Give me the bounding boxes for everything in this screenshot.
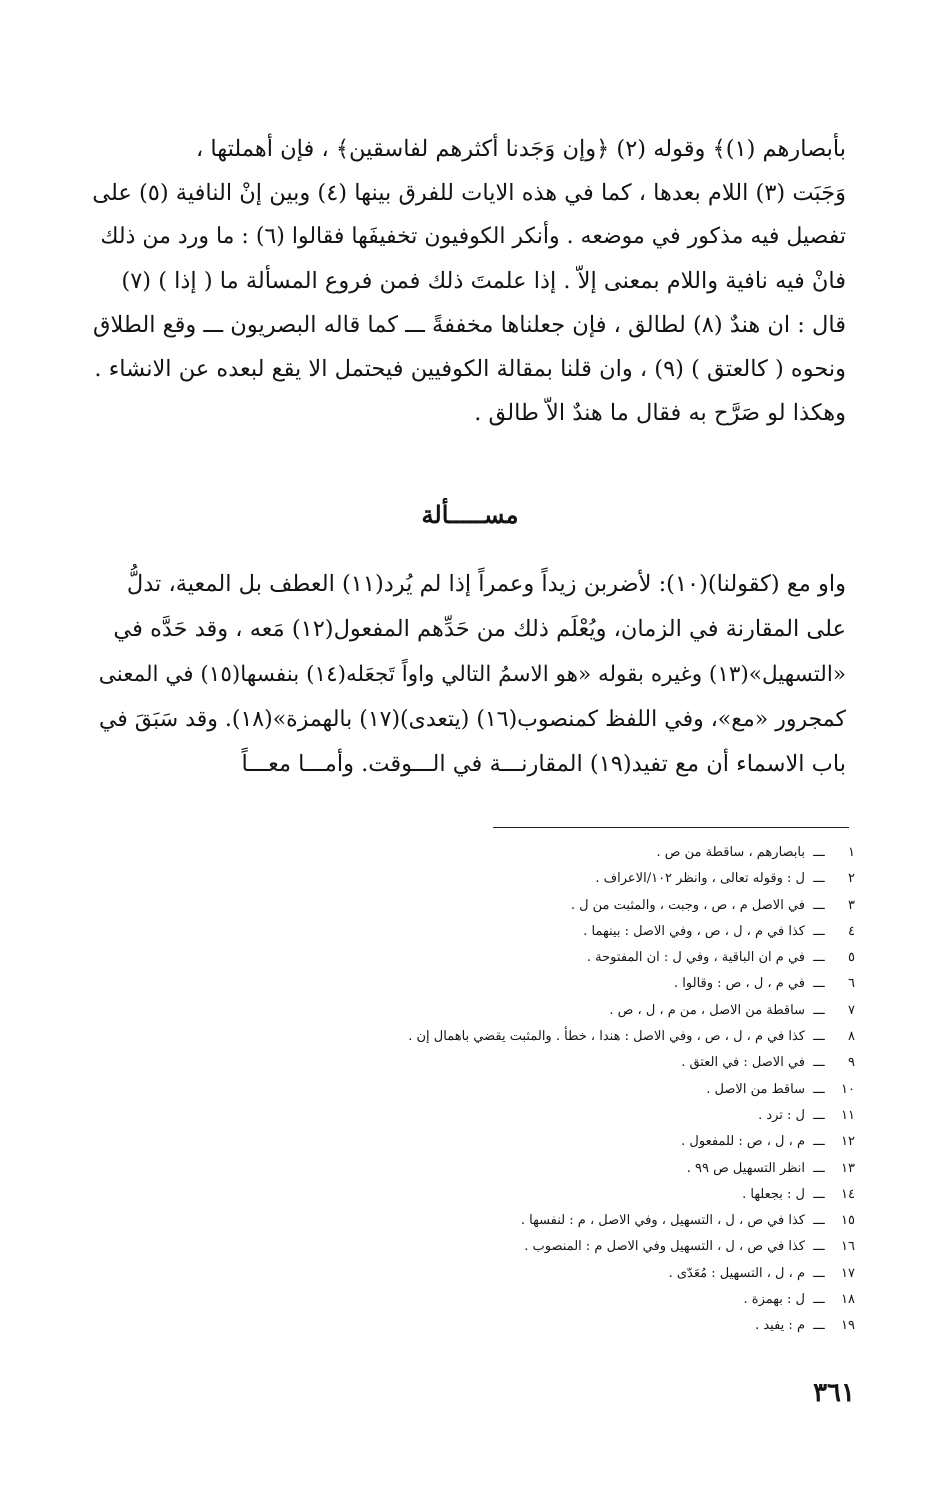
footnote-divider (493, 827, 849, 828)
footnote-text: انظر التسهيل ص ٩٩ . (686, 1160, 805, 1176)
text-line: باب الاسماء أن مع تفيد(١٩) المقارنـــة في الـــوقت. وأمـــا معـــاً (241, 751, 846, 777)
footnote-number: ٨ (848, 1029, 855, 1045)
footnote: ١ـــبابصارهم ، ساقطة من ص . (295, 840, 855, 866)
footnote: ١٠ـــساقط من الاصل . (295, 1077, 855, 1103)
footnote: ١٢ـــم ، ل ، ص : للمفعول . (295, 1129, 855, 1155)
footnote-number: ٦ (848, 976, 855, 992)
section-heading: مســـــألة (421, 500, 519, 529)
footnote-text: ل : وقوله تعالى ، وانظر ١٠٢/الاعراف . (595, 871, 805, 887)
footnote-text: ل : بهمزة . (743, 1292, 805, 1308)
text-line: وَجَبَت (٣) اللام بعدها ، كما في هذه الايات للفرق بينها (٤) وبين إنْ النافية (٥) على (92, 180, 846, 206)
footnote-number: ٥ (848, 950, 855, 966)
footnote-number: ٣ (848, 897, 855, 913)
text-line: تفصيل فيه مذكور في موضعه . وأنكر الكوفيون تخفيفَها فقالوا (٦) : ما ورد من ذلك (100, 224, 846, 249)
footnote: ١٦ـــكذا في ص ، ل ، التسهيل وفي الاصل م : المنصوب . (295, 1234, 855, 1260)
footnote-number: ١٧ (841, 1265, 855, 1281)
text-line: فانْ فيه نافية واللام بمعنى إلاّ . إذا علمتَ ذلك فمن فروع المسألة ما ( إذا ) (٧) (121, 268, 846, 294)
footnote-text: م ، ل ، ص : للمفعول . (681, 1134, 805, 1150)
footnote-number: ١٣ (841, 1160, 855, 1176)
footnote: ٤ـــكذا في م ، ل ، ص ، وفي الاصل : بينهما . (295, 919, 855, 945)
footnote-number: ١١ (841, 1107, 855, 1123)
footnote-number: ١٨ (841, 1292, 855, 1308)
body-paragraph-1 (86, 127, 846, 435)
footnote-number: ١٢ (841, 1134, 855, 1150)
text-line: قال : ان هندٌ (٨) لطالق ، فإن جعلناها مخففةً ـــ كما قاله البصريون ـــ وقع الطلاق (93, 312, 846, 338)
footnote-number: ١٠ (841, 1081, 855, 1097)
footnote: ١٨ـــل : بهمزة . (295, 1287, 855, 1313)
footnote-number: ٩ (848, 1055, 855, 1071)
footnote: ١٩ـــم : يفيد . (295, 1313, 855, 1339)
footnote-text: كذا في ص ، ل ، التسهيل ، وفي الاصل ، م : لنفسها . (520, 1213, 805, 1229)
footnotes (295, 840, 855, 1340)
text-line: كمجرور «مع»، وفي اللفظ كمنصوب(١٦) (يتعدى)(١٧) بالهمزة»(١٨). وقد سَبَقَ في (98, 707, 846, 732)
footnote-text: بابصارهم ، ساقطة من ص . (656, 845, 805, 860)
footnote-text: ل : ترد . (758, 1107, 805, 1123)
footnote-text: ساقط من الاصل . (706, 1081, 805, 1097)
text-line: وهكذا لو صَرَّح به فقال ما هندٌ الاّ طالق . (474, 400, 846, 426)
footnote: ٦ـــفي م ، ل ، ص : وقالوا . (295, 971, 855, 997)
footnote-number: ١٥ (841, 1213, 855, 1229)
footnote-number: ١٩ (841, 1318, 855, 1334)
footnote: ٢ـــل : وقوله تعالى ، وانظر ١٠٢/الاعراف . (295, 866, 855, 892)
footnote-number: ١ (848, 845, 855, 860)
footnote-number: ٤ (848, 923, 855, 939)
footnote-text: في م ان الباقية ، وفي ل : ان المفتوحة . (586, 950, 805, 966)
text-line: بأبصارهم (١)﴾ وقوله (٢) ﴿وإن وَجَدنا أكثرهم لفاسقين﴾ ، فإن أهملتها ، (196, 136, 846, 162)
body-paragraph-2 (86, 562, 846, 787)
footnote-text: م ، ل ، التسهيل : مُعَدّى . (668, 1265, 805, 1281)
text-line: على المقارنة في الزمان، ويُعْلَم ذلك من حَدِّهم المفعول(١٢) مَعه ، وقد حَدَّه في (113, 616, 846, 642)
footnote-number: ٢ (848, 871, 855, 887)
footnote: ٣ـــفي الاصل م ، ص ، وجبت ، والمثبت من ل . (295, 893, 855, 919)
text-line: ونحوه ( كالعتق ) (٩) ، وان قلنا بمقالة الكوفيين فيحتمل الا يقع لبعده عن الانشاء . (94, 356, 846, 382)
footnote: ١٤ـــل : بجعلها . (295, 1182, 855, 1208)
footnote: ١١ـــل : ترد . (295, 1103, 855, 1129)
text-line: واو مع (كقولنا)(١٠): لأضربن زيداً وعمراً إذا لم يُرد(١١) العطف بل المعية، تدلُّ (126, 571, 846, 597)
footnote-text: ل : بجعلها . (742, 1186, 805, 1202)
footnote: ١٥ـــكذا في ص ، ل ، التسهيل ، وفي الاصل ، م : لنفسها . (295, 1208, 855, 1234)
footnote-text: في الاصل م ، ص ، وجبت ، والمثبت من ل . (570, 897, 805, 913)
footnote-text: كذا في م ، ل ، ص ، وفي الاصل : هندا ، خطأ . والمثبت يقضي باهمال إن . (408, 1029, 805, 1045)
footnote-text: كذا في ص ، ل ، التسهيل وفي الاصل م : المنصوب . (524, 1239, 805, 1255)
footnote: ٧ـــساقطة من الاصل ، من م ، ل ، ص . (295, 998, 855, 1024)
footnote-text: في الاصل : في العتق . (681, 1055, 805, 1071)
footnote: ١٧ـــم ، ل ، التسهيل : مُعَدّى . (295, 1261, 855, 1287)
footnote: ١٣ـــانظر التسهيل ص ٩٩ . (295, 1156, 855, 1182)
footnote-text: م : يفيد . (755, 1318, 805, 1334)
text-line: «التسهيل»(١٣) وغيره بقوله «هو الاسمُ التالي واواً تَجعَله(١٤) بنفسها(١٥) في المعنى (98, 662, 846, 687)
footnote-text: في م ، ل ، ص : وقالوا . (674, 976, 805, 992)
footnote-number: ٧ (848, 1002, 855, 1018)
page-number: ٣٦١ (813, 1378, 855, 1408)
footnote: ٩ـــفي الاصل : في العتق . (295, 1050, 855, 1076)
footnote-number: ١٦ (841, 1239, 855, 1255)
footnote-number: ١٤ (841, 1186, 855, 1202)
footnote-text: ساقطة من الاصل ، من م ، ل ، ص . (609, 1002, 805, 1018)
footnote: ٨ـــكذا في م ، ل ، ص ، وفي الاصل : هندا ، خطأ . والمثبت يقضي باهمال إن . (295, 1024, 855, 1050)
footnote-text: كذا في م ، ل ، ص ، وفي الاصل : بينهما . (583, 923, 805, 939)
footnote: ٥ـــفي م ان الباقية ، وفي ل : ان المفتوحة . (295, 945, 855, 971)
